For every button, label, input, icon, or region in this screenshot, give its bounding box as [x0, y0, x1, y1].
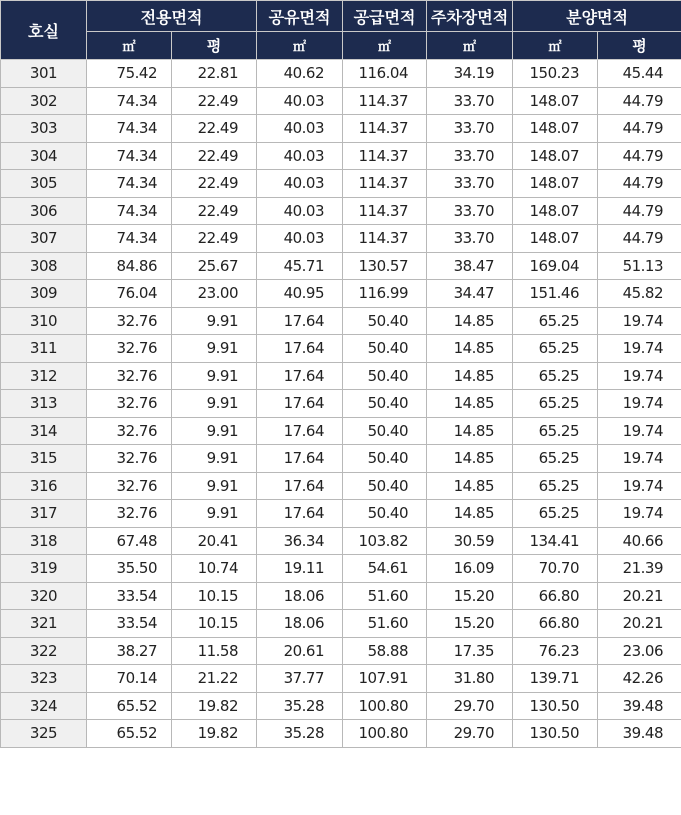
exclusive-sqm-cell: 32.76 — [87, 307, 172, 335]
room-number-cell: 322 — [1, 637, 87, 665]
parking-sqm-cell: 33.70 — [427, 115, 513, 143]
table-row — [1, 142, 681, 170]
exclusive-sqm-cell: 75.42 — [87, 60, 172, 88]
exclusive-pyeong-cell: 9.91 — [172, 417, 257, 445]
parking-sqm-cell: 33.70 — [427, 87, 513, 115]
exclusive-pyeong-cell: 9.91 — [172, 445, 257, 473]
sale-pyeong-cell: 42.26 — [598, 665, 681, 693]
sale-sqm-cell: 65.25 — [513, 362, 598, 390]
sale-pyeong-cell: 45.44 — [598, 60, 681, 88]
exclusive-sqm-cell: 33.54 — [87, 582, 172, 610]
sale-sqm-cell: 148.07 — [513, 170, 598, 198]
parking-sqm-cell: 14.85 — [427, 390, 513, 418]
table-row — [1, 280, 681, 308]
exclusive-sqm-cell: 74.34 — [87, 197, 172, 225]
exclusive-sqm-cell: 32.76 — [87, 335, 172, 363]
exclusive-sqm-cell: 74.34 — [87, 115, 172, 143]
room-number-cell: 316 — [1, 472, 87, 500]
room-number-cell: 310 — [1, 307, 87, 335]
sale-pyeong-cell: 20.21 — [598, 582, 681, 610]
parking-sqm-cell: 38.47 — [427, 252, 513, 280]
exclusive-pyeong-cell: 9.91 — [172, 472, 257, 500]
exclusive-sqm-cell: 32.76 — [87, 445, 172, 473]
common-sqm-cell: 40.03 — [257, 87, 343, 115]
supply-sqm-cell: 114.37 — [343, 225, 427, 253]
room-number-cell: 321 — [1, 610, 87, 638]
common-sqm-cell: 40.03 — [257, 225, 343, 253]
table-row — [1, 417, 681, 445]
exclusive-sqm-cell: 32.76 — [87, 390, 172, 418]
supply-sqm-cell: 50.40 — [343, 445, 427, 473]
supply-sqm-cell: 58.88 — [343, 637, 427, 665]
sale-sqm-cell: 148.07 — [513, 197, 598, 225]
table-row — [1, 87, 681, 115]
sale-pyeong-cell: 19.74 — [598, 307, 681, 335]
common-sqm-cell: 36.34 — [257, 527, 343, 555]
room-header: 호실 — [1, 1, 87, 60]
sale-sqm-cell: 130.50 — [513, 692, 598, 720]
table-row — [1, 252, 681, 280]
room-number-cell: 320 — [1, 582, 87, 610]
exclusive-pyeong-cell: 23.00 — [172, 280, 257, 308]
exclusive-sqm-cell: 33.54 — [87, 610, 172, 638]
table-row — [1, 362, 681, 390]
common-sqm-cell: 40.03 — [257, 115, 343, 143]
common-sqm-cell: 17.64 — [257, 390, 343, 418]
sale-pyeong-cell: 44.79 — [598, 170, 681, 198]
sale-pyeong-cell: 19.74 — [598, 500, 681, 528]
header-row-main — [1, 1, 681, 32]
exclusive-pyeong-cell: 9.91 — [172, 307, 257, 335]
table-body — [1, 60, 681, 748]
common-sqm-cell: 45.71 — [257, 252, 343, 280]
sale-pyeong-cell: 39.48 — [598, 720, 681, 748]
room-number-cell: 307 — [1, 225, 87, 253]
room-number-cell: 312 — [1, 362, 87, 390]
supply-sqm-cell: 50.40 — [343, 500, 427, 528]
exclusive-pyeong-cell: 22.49 — [172, 115, 257, 143]
table-row — [1, 472, 681, 500]
sale-sqm-cell: 148.07 — [513, 87, 598, 115]
exclusive-pyeong-cell: 19.82 — [172, 692, 257, 720]
unit-sqm-sale: ㎡ — [513, 32, 598, 60]
sale-pyeong-cell: 44.79 — [598, 142, 681, 170]
supply-sqm-cell: 103.82 — [343, 527, 427, 555]
supply-area-header: 공급면적 — [343, 1, 427, 32]
supply-sqm-cell: 114.37 — [343, 170, 427, 198]
room-number-cell: 311 — [1, 335, 87, 363]
room-number-cell: 302 — [1, 87, 87, 115]
parking-sqm-cell: 14.85 — [427, 335, 513, 363]
exclusive-sqm-cell: 65.52 — [87, 720, 172, 748]
table-row — [1, 555, 681, 583]
supply-sqm-cell: 114.37 — [343, 115, 427, 143]
sale-sqm-cell: 65.25 — [513, 307, 598, 335]
parking-sqm-cell: 16.09 — [427, 555, 513, 583]
sale-pyeong-cell: 44.79 — [598, 115, 681, 143]
supply-sqm-cell: 50.40 — [343, 307, 427, 335]
sale-sqm-cell: 134.41 — [513, 527, 598, 555]
sale-pyeong-cell: 19.74 — [598, 362, 681, 390]
room-number-cell: 318 — [1, 527, 87, 555]
common-sqm-cell: 40.03 — [257, 170, 343, 198]
common-sqm-cell: 18.06 — [257, 610, 343, 638]
exclusive-pyeong-cell: 20.41 — [172, 527, 257, 555]
exclusive-pyeong-cell: 22.49 — [172, 197, 257, 225]
common-sqm-cell: 17.64 — [257, 362, 343, 390]
sale-sqm-cell: 65.25 — [513, 500, 598, 528]
room-number-cell: 308 — [1, 252, 87, 280]
common-sqm-cell: 37.77 — [257, 665, 343, 693]
exclusive-sqm-cell: 32.76 — [87, 417, 172, 445]
room-number-cell: 313 — [1, 390, 87, 418]
sale-sqm-cell: 65.25 — [513, 445, 598, 473]
supply-sqm-cell: 51.60 — [343, 582, 427, 610]
unit-sqm-common: ㎡ — [257, 32, 343, 60]
room-number-cell: 301 — [1, 60, 87, 88]
parking-sqm-cell: 33.70 — [427, 142, 513, 170]
room-number-cell: 309 — [1, 280, 87, 308]
sale-sqm-cell: 130.50 — [513, 720, 598, 748]
supply-sqm-cell: 50.40 — [343, 362, 427, 390]
supply-sqm-cell: 107.91 — [343, 665, 427, 693]
supply-sqm-cell: 50.40 — [343, 390, 427, 418]
exclusive-sqm-cell: 35.50 — [87, 555, 172, 583]
parking-sqm-cell: 14.85 — [427, 472, 513, 500]
table-row — [1, 335, 681, 363]
sale-sqm-cell: 150.23 — [513, 60, 598, 88]
sale-pyeong-cell: 23.06 — [598, 637, 681, 665]
common-sqm-cell: 19.11 — [257, 555, 343, 583]
sale-pyeong-cell: 19.74 — [598, 417, 681, 445]
exclusive-sqm-cell: 67.48 — [87, 527, 172, 555]
table-header — [1, 1, 681, 60]
common-sqm-cell: 40.62 — [257, 60, 343, 88]
common-sqm-cell: 40.95 — [257, 280, 343, 308]
sale-pyeong-cell: 20.21 — [598, 610, 681, 638]
sale-sqm-cell: 66.80 — [513, 582, 598, 610]
supply-sqm-cell: 116.04 — [343, 60, 427, 88]
sale-sqm-cell: 70.70 — [513, 555, 598, 583]
sale-pyeong-cell: 44.79 — [598, 197, 681, 225]
parking-sqm-cell: 29.70 — [427, 720, 513, 748]
common-sqm-cell: 20.61 — [257, 637, 343, 665]
table-row — [1, 307, 681, 335]
sale-sqm-cell: 148.07 — [513, 142, 598, 170]
exclusive-pyeong-cell: 22.49 — [172, 142, 257, 170]
exclusive-pyeong-cell: 10.15 — [172, 582, 257, 610]
parking-sqm-cell: 34.19 — [427, 60, 513, 88]
room-number-cell: 323 — [1, 665, 87, 693]
room-number-cell: 305 — [1, 170, 87, 198]
common-sqm-cell: 17.64 — [257, 472, 343, 500]
sale-pyeong-cell: 19.74 — [598, 472, 681, 500]
supply-sqm-cell: 50.40 — [343, 417, 427, 445]
sale-pyeong-cell: 44.79 — [598, 87, 681, 115]
common-sqm-cell: 40.03 — [257, 142, 343, 170]
table-row — [1, 637, 681, 665]
parking-sqm-cell: 14.85 — [427, 445, 513, 473]
sale-pyeong-cell: 44.79 — [598, 225, 681, 253]
supply-sqm-cell: 51.60 — [343, 610, 427, 638]
parking-sqm-cell: 30.59 — [427, 527, 513, 555]
sale-sqm-cell: 66.80 — [513, 610, 598, 638]
exclusive-sqm-cell: 84.86 — [87, 252, 172, 280]
table-row — [1, 225, 681, 253]
sale-sqm-cell: 148.07 — [513, 115, 598, 143]
room-number-cell: 306 — [1, 197, 87, 225]
sale-sqm-cell: 65.25 — [513, 472, 598, 500]
supply-sqm-cell: 114.37 — [343, 87, 427, 115]
table-row — [1, 60, 681, 88]
room-number-cell: 314 — [1, 417, 87, 445]
supply-sqm-cell: 114.37 — [343, 197, 427, 225]
parking-sqm-cell: 15.20 — [427, 582, 513, 610]
common-sqm-cell: 17.64 — [257, 335, 343, 363]
room-number-cell: 324 — [1, 692, 87, 720]
unit-pyeong-sale: 평 — [598, 32, 681, 60]
exclusive-sqm-cell: 32.76 — [87, 472, 172, 500]
room-number-cell: 303 — [1, 115, 87, 143]
exclusive-pyeong-cell: 22.49 — [172, 170, 257, 198]
parking-sqm-cell: 14.85 — [427, 307, 513, 335]
exclusive-pyeong-cell: 22.49 — [172, 225, 257, 253]
sale-pyeong-cell: 40.66 — [598, 527, 681, 555]
supply-sqm-cell: 116.99 — [343, 280, 427, 308]
room-number-cell: 315 — [1, 445, 87, 473]
exclusive-pyeong-cell: 10.74 — [172, 555, 257, 583]
supply-sqm-cell: 100.80 — [343, 720, 427, 748]
exclusive-sqm-cell: 65.52 — [87, 692, 172, 720]
exclusive-sqm-cell: 38.27 — [87, 637, 172, 665]
exclusive-sqm-cell: 74.34 — [87, 170, 172, 198]
common-sqm-cell: 35.28 — [257, 720, 343, 748]
exclusive-pyeong-cell: 25.67 — [172, 252, 257, 280]
unit-sqm-exclusive: ㎡ — [87, 32, 172, 60]
exclusive-pyeong-cell: 9.91 — [172, 500, 257, 528]
table-row — [1, 582, 681, 610]
exclusive-pyeong-cell: 9.91 — [172, 362, 257, 390]
parking-area-header: 주차장면적 — [427, 1, 513, 32]
table-row — [1, 692, 681, 720]
sale-pyeong-cell: 21.39 — [598, 555, 681, 583]
parking-sqm-cell: 29.70 — [427, 692, 513, 720]
sale-sqm-cell: 148.07 — [513, 225, 598, 253]
exclusive-pyeong-cell: 21.22 — [172, 665, 257, 693]
parking-sqm-cell: 14.85 — [427, 417, 513, 445]
exclusive-pyeong-cell: 10.15 — [172, 610, 257, 638]
exclusive-sqm-cell: 74.34 — [87, 87, 172, 115]
sale-pyeong-cell: 39.48 — [598, 692, 681, 720]
exclusive-sqm-cell: 74.34 — [87, 142, 172, 170]
parking-sqm-cell: 14.85 — [427, 500, 513, 528]
room-number-cell: 317 — [1, 500, 87, 528]
sale-sqm-cell: 65.25 — [513, 417, 598, 445]
parking-sqm-cell: 15.20 — [427, 610, 513, 638]
sale-pyeong-cell: 51.13 — [598, 252, 681, 280]
table-row — [1, 170, 681, 198]
sale-sqm-cell: 65.25 — [513, 335, 598, 363]
exclusive-pyeong-cell: 22.49 — [172, 87, 257, 115]
sale-area-header: 분양면적 — [513, 1, 681, 32]
table-row — [1, 445, 681, 473]
exclusive-pyeong-cell: 19.82 — [172, 720, 257, 748]
common-sqm-cell: 17.64 — [257, 417, 343, 445]
table-row — [1, 500, 681, 528]
sale-sqm-cell: 169.04 — [513, 252, 598, 280]
common-sqm-cell: 18.06 — [257, 582, 343, 610]
exclusive-pyeong-cell: 9.91 — [172, 390, 257, 418]
sale-pyeong-cell: 45.82 — [598, 280, 681, 308]
exclusive-area-header: 전용면적 — [87, 1, 257, 32]
exclusive-pyeong-cell: 22.81 — [172, 60, 257, 88]
sale-pyeong-cell: 19.74 — [598, 445, 681, 473]
unit-pyeong-exclusive: 평 — [172, 32, 257, 60]
table-row — [1, 115, 681, 143]
sale-pyeong-cell: 19.74 — [598, 335, 681, 363]
supply-sqm-cell: 54.61 — [343, 555, 427, 583]
exclusive-sqm-cell: 74.34 — [87, 225, 172, 253]
sale-sqm-cell: 65.25 — [513, 390, 598, 418]
table-row — [1, 665, 681, 693]
exclusive-pyeong-cell: 11.58 — [172, 637, 257, 665]
exclusive-sqm-cell: 76.04 — [87, 280, 172, 308]
exclusive-sqm-cell: 32.76 — [87, 500, 172, 528]
supply-sqm-cell: 50.40 — [343, 472, 427, 500]
common-sqm-cell: 40.03 — [257, 197, 343, 225]
sale-sqm-cell: 151.46 — [513, 280, 598, 308]
unit-sqm-supply: ㎡ — [343, 32, 427, 60]
sale-sqm-cell: 76.23 — [513, 637, 598, 665]
room-number-cell: 325 — [1, 720, 87, 748]
parking-sqm-cell: 34.47 — [427, 280, 513, 308]
common-sqm-cell: 35.28 — [257, 692, 343, 720]
parking-sqm-cell: 33.70 — [427, 225, 513, 253]
common-sqm-cell: 17.64 — [257, 307, 343, 335]
common-sqm-cell: 17.64 — [257, 500, 343, 528]
header-row-units — [1, 32, 681, 60]
parking-sqm-cell: 33.70 — [427, 170, 513, 198]
sale-sqm-cell: 139.71 — [513, 665, 598, 693]
supply-sqm-cell: 100.80 — [343, 692, 427, 720]
supply-sqm-cell: 130.57 — [343, 252, 427, 280]
parking-sqm-cell: 31.80 — [427, 665, 513, 693]
room-number-cell: 319 — [1, 555, 87, 583]
parking-sqm-cell: 14.85 — [427, 362, 513, 390]
exclusive-sqm-cell: 70.14 — [87, 665, 172, 693]
table-row — [1, 720, 681, 748]
supply-sqm-cell: 114.37 — [343, 142, 427, 170]
sale-pyeong-cell: 19.74 — [598, 390, 681, 418]
supply-sqm-cell: 50.40 — [343, 335, 427, 363]
common-sqm-cell: 17.64 — [257, 445, 343, 473]
table-row — [1, 527, 681, 555]
parking-sqm-cell: 33.70 — [427, 197, 513, 225]
table-row — [1, 610, 681, 638]
table-row — [1, 197, 681, 225]
exclusive-sqm-cell: 32.76 — [87, 362, 172, 390]
unit-sqm-parking: ㎡ — [427, 32, 513, 60]
exclusive-pyeong-cell: 9.91 — [172, 335, 257, 363]
room-number-cell: 304 — [1, 142, 87, 170]
table-row — [1, 390, 681, 418]
common-area-header: 공유면적 — [257, 1, 343, 32]
parking-sqm-cell: 17.35 — [427, 637, 513, 665]
